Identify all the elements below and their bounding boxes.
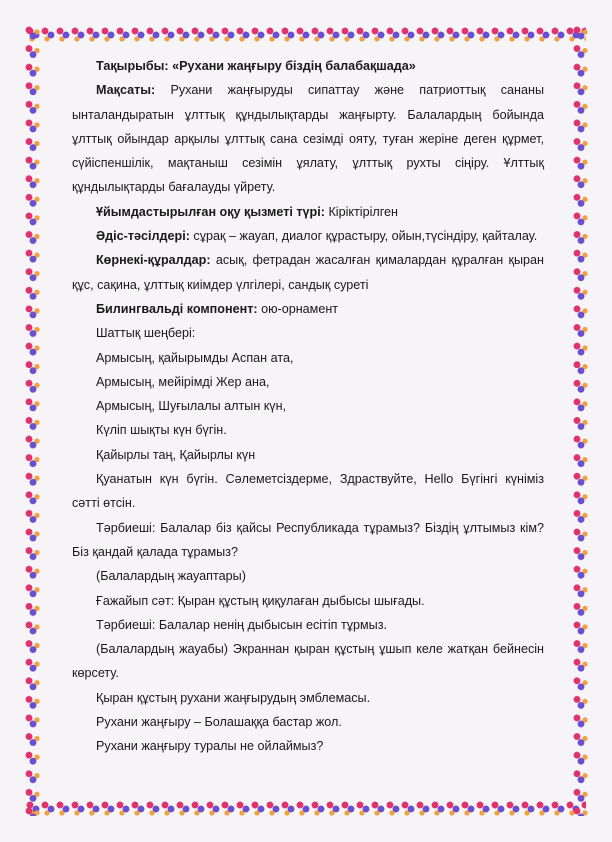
poem-line: Шаттық шеңбері:	[96, 326, 196, 341]
activity-type-label: Ұйымдастырылған оқу қызметі түрі:	[96, 204, 325, 219]
poem-line: Қайырлы таң, Қайырлы күн	[96, 447, 256, 462]
decorative-border-left	[24, 26, 40, 816]
greeting-paragraph: Қуанатын күн бүгін. Сәлеметсіздерме, Здраствуйте, Hello Бүгінгі күніміз сәтті өтсін.	[72, 472, 544, 511]
activity-type-line	[72, 200, 544, 224]
visual-aids-paragraph	[72, 248, 544, 297]
poem-line: Күліп шықты күн бүгін.	[96, 423, 227, 438]
poem-line: Армысың, мейірімді Жер ана,	[96, 374, 270, 389]
poem-line: Армысың, қайырымды Аспан ата,	[96, 350, 294, 365]
methods-label: Әдіс-тәсілдері:	[96, 229, 190, 244]
poem-line: Армысың, Шуғылалы алтын күн,	[96, 399, 287, 414]
goal-label: Мақсаты:	[96, 83, 156, 98]
topic-label: Тақырыбы:	[96, 59, 169, 73]
decorative-border-top	[26, 26, 586, 42]
document-body	[72, 54, 544, 759]
decorative-border-right	[572, 26, 588, 816]
goal-text: Рухани жаңғыруды сипаттау және патриоттық сананы ынталандыратын ұлттық құндылықтарды жаңғырту. Балалардың бойында ұлттық ойындар арқылы ұлттық сана сезімді ояту, туған жеріне деген құрмет, сүйіспеншілік, мақтаныш сезімін ұялату, ұлттық рухты сіңіру. Ұлттық құндылықтарды бағалауды үйрету.	[72, 83, 544, 195]
topic-line	[72, 54, 544, 78]
methods-text: сұрақ – жауап, диалог құрастыру, ойын,түсіндіру, қайталау.	[193, 229, 538, 244]
visual-aids-text: асық, фетрадан жасалған қималардан құралған қыран құс, сақина, ұлттық киімдер үлгілері, сандық суреті	[72, 253, 544, 292]
surprise-moment-line: Ғажайып сәт: Қыран құстың қиқулаған дыбысы шығады.	[96, 593, 425, 608]
visual-aids-label: Көрнекі-құралдар:	[96, 253, 211, 268]
teacher-question-line: Тәрбиеші: Балалар ненің дыбысын есітіп тұрмыз.	[96, 617, 387, 632]
children-answers-line: (Балалардың жауаптары)	[96, 569, 246, 584]
decorative-border-bottom	[26, 800, 586, 816]
methods-paragraph	[72, 224, 544, 248]
teacher-question-paragraph: Тәрбиеші: Балалар біз қайсы Республикада тұрамыз? Біздің ұлтымыз кім? Біз қандай қалада тұрамыз?	[72, 520, 544, 559]
slogan-line: Рухани жаңғыру – Болашаққа бастар жол.	[96, 715, 342, 730]
question-line: Рухани жаңғыру туралы не ойлаймыз?	[96, 739, 324, 754]
topic-text: «Рухани жаңғыру біздің балабақшада»	[172, 59, 416, 73]
emblem-line: Қыран құстың рухани жаңғырудың эмблемасы.	[96, 690, 371, 705]
bilingual-label: Билингвальді компонент:	[96, 301, 258, 316]
bilingual-line	[72, 297, 544, 321]
children-answer-paragraph: (Балалардың жауабы) Экраннан қыран құстың ұшып келе жатқан бейнесін көрсету.	[72, 642, 544, 681]
goal-paragraph	[72, 78, 544, 199]
bilingual-text: ою-орнамент	[261, 301, 339, 316]
activity-type-text: Кіріктірілген	[328, 204, 399, 219]
